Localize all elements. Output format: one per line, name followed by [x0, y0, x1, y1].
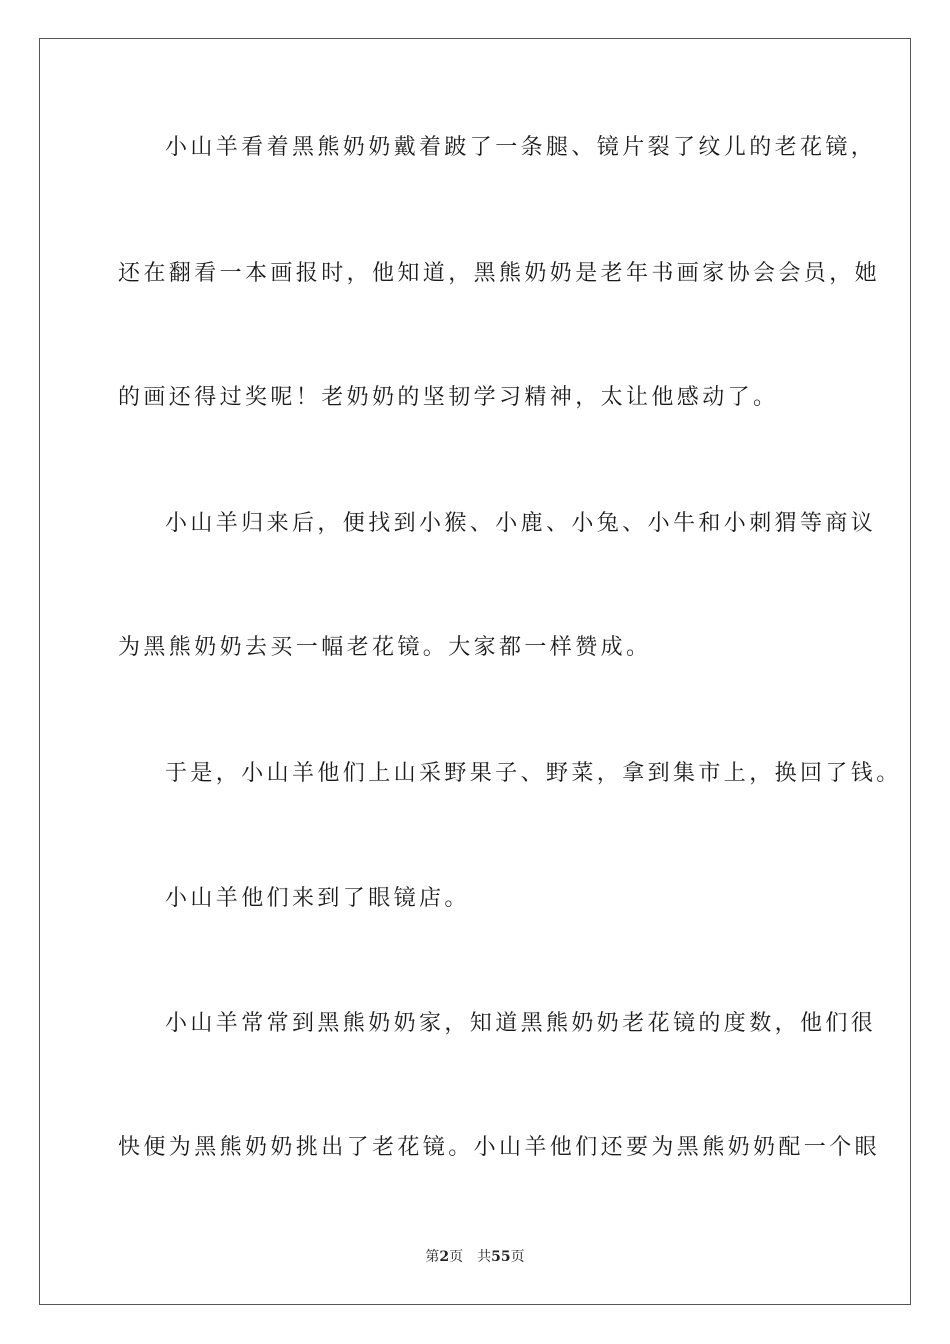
page-total-suffix: 页	[510, 1249, 525, 1265]
paragraph-line-1: 小山羊看着黑熊奶奶戴着跛了一条腿、镜片裂了纹儿的老花镜，	[165, 135, 877, 160]
paragraph-line-6: 于是，小山羊他们上山采野果子、野菜，拿到集市上，换回了钱。	[165, 761, 902, 786]
paragraph-line-2: 还在翻看一本画报时，他知道，黑熊奶奶是老年书画家协会会员，她	[118, 261, 881, 286]
page-number-prefix: 第	[425, 1249, 440, 1265]
page-total-prefix: 共	[477, 1249, 492, 1265]
paragraph-line-3: 的画还得过奖呢！老奶奶的坚韧学习精神，太让他感动了。	[118, 385, 779, 410]
page-number-suffix: 页	[449, 1249, 464, 1265]
page-total: 55	[491, 1249, 511, 1265]
paragraph-line-9: 快便为黑熊奶奶挑出了老花镜。小山羊他们还要为黑熊奶奶配一个眼	[118, 1135, 881, 1160]
paragraph-line-5: 为黑熊奶奶去买一幅老花镜。大家都一样赞成。	[118, 635, 652, 660]
page-number-current: 2	[439, 1249, 450, 1265]
page-frame	[39, 38, 911, 1305]
paragraph-line-4: 小山羊归来后，便找到小猴、小鹿、小兔、小牛和小刺猬等商议	[165, 511, 877, 536]
page-footer	[0, 1246, 950, 1266]
paragraph-line-7: 小山羊他们来到了眼镜店。	[165, 886, 470, 911]
paragraph-line-8: 小山羊常常到黑熊奶奶家，知道黑熊奶奶老花镜的度数，他们很	[165, 1011, 877, 1036]
